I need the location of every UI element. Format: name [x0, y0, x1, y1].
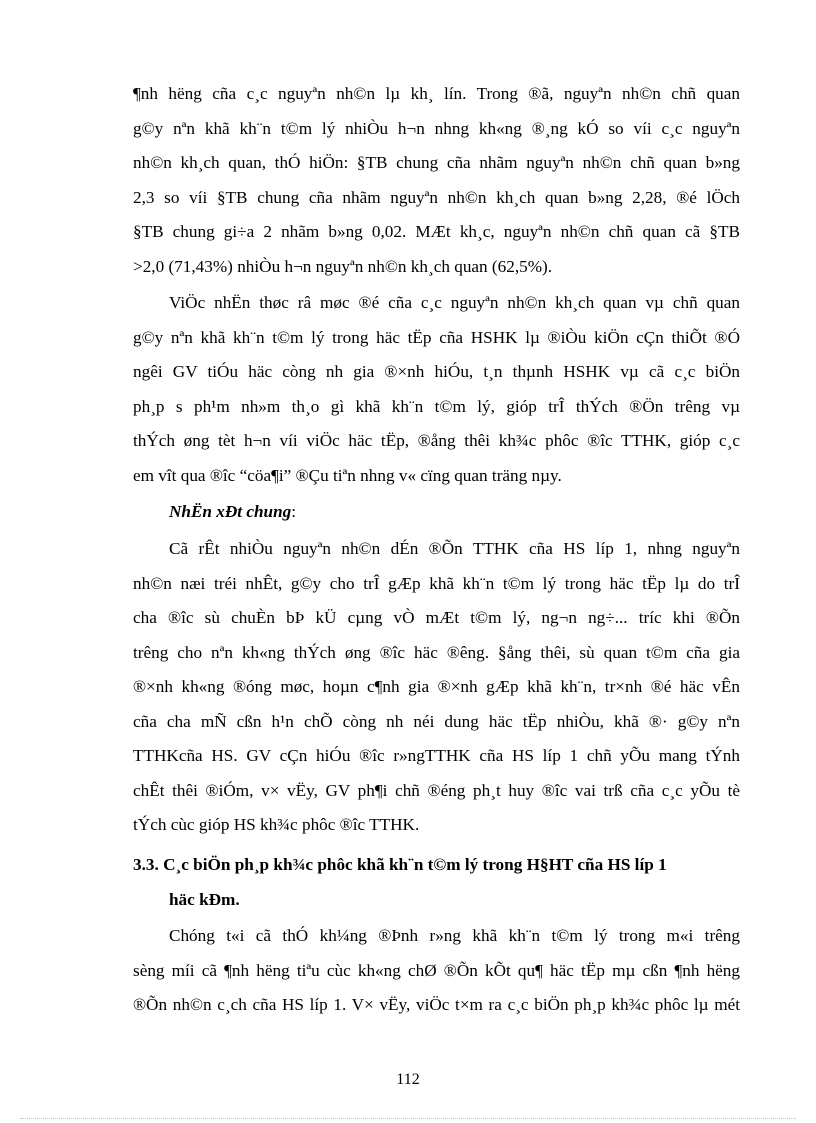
text-line: ¶nh hëng cña c¸c nguyªn nh©n lµ kh¸ lín. Trong ®ã, nguyªn nh©n chñ quan [133, 84, 740, 103]
text-line: g©y nªn khã kh¨n t©m lý trong häc tËp cña HSHK lµ ®iÒu kiÖn cÇn thiÕt ®Ó [133, 327, 740, 347]
text-line: Cã rÊt nhiÒu nguyªn nh©n dÉn ®Õn TTHK cña HS líp 1, nhng nguyªn [169, 539, 740, 558]
text-line: ngêi GV tiÓu häc còng nh gia ®×nh hiÓu, t¸n thµnh HSHK vµ cã c¸c biÖn [133, 362, 740, 381]
text-line: ViÖc nhËn thøc râ møc ®é cña c¸c nguyªn nh©n kh¸ch quan vµ chñ quan [169, 293, 740, 312]
text-line: cña cha mÑ cßn h¹n chÕ còng nh néi dung häc tËp nhiÒu, khã ®· g©y nªn [133, 711, 740, 731]
text-line: Chóng t«i cã thÓ kh¼ng ®Þnh r»ng khã kh¨n t©m lý trong m«i trêng [169, 926, 740, 945]
text-line: thÝch øng tèt h¬n víi viÖc häc tËp, ®ång thêi kh¾c phôc ®îc TTHK, gióp c¸c [133, 431, 740, 450]
section-heading-3-3 [133, 848, 740, 917]
text-line: g©y nªn khã kh¨n t©m lý nhiÒu h¬n nhng kh«ng ®¸ng kÓ so víi c¸c nguyªn [133, 118, 740, 138]
text-line: cha ®îc sù chuÈn bÞ kÜ cµng vÒ mÆt t©m lý, ng¬n ng÷... tríc khi ®Õn [133, 608, 740, 627]
text-line: >2,0 (71,43%) nhiÒu h¬n nguyªn nh©n kh¸ch quan (62,5%). [133, 256, 553, 276]
text-line: tÝch cùc gióp HS kh¾c phôc ®îc TTHK. [133, 815, 420, 834]
page-number: 112 [396, 1071, 420, 1088]
text-line: ®Õn nh©n c¸ch cña HS líp 1. V× vËy, viÖc t×m ra c¸c biÖn ph¸p kh¾c phôc lµ mét [133, 995, 740, 1014]
paragraph-2 [133, 286, 740, 493]
note-colon: : [291, 502, 297, 521]
page-bottom-rule [20, 1118, 796, 1119]
note-title-line [133, 495, 740, 530]
note-heading [133, 495, 740, 530]
text-line: sèng míi cã ¶nh hëng tiªu cùc kh«ng chØ ®Õn kÕt qu¶ häc tËp mµ cßn ¶nh hëng [133, 960, 740, 980]
text-line: TTHKcña HS. GV cÇn hiÓu ®îc r»ngTTHK cña HS líp 1 chñ yÕu mang tÝnh [133, 746, 740, 765]
heading-line: 3.3. C¸c biÖn ph¸p kh¾c phôc khã kh¨n t©m lý trong H§HT cña HS líp 1 [133, 855, 667, 874]
text-line: 2,3 so víi §TB chung cña nhãm nguyªn nh©n kh¸ch quan b»ng 2,28, ®é lÖch [133, 187, 740, 207]
text-line: trêng cho nªn kh«ng thÝch øng ®îc häc ®êng. §ång thêi, sù quan t©m cña gia [133, 642, 740, 662]
paragraph-4 [133, 919, 740, 1023]
paragraph-3 [133, 532, 740, 843]
paragraph-1 [133, 77, 740, 284]
text-line: chÊt thêi ®iÓm, v× vËy, GV ph¶i chñ ®éng ph¸t huy ®îc vai trß cña c¸c yÕu tè [133, 780, 740, 800]
note-title: NhËn xÐt chung [169, 502, 292, 521]
text-line: nh©n kh¸ch quan, thÓ hiÖn: §TB chung cña nhãm nguyªn nh©n chñ quan b»ng [133, 153, 740, 172]
text-line: §TB chung gi÷a 2 nhãm b»ng 0,02. MÆt kh¸c, nguyªn nh©n chñ quan cã §TB [133, 222, 740, 241]
text-line: ®×nh kh«ng ®óng møc, hoµn c¶nh gia ®×nh gÆp khã kh¨n, tr×nh ®é häc vÊn [133, 677, 740, 696]
text-line: ph¸p s ph¹m nh»m th¸o gì khã kh¨n t©m lý, gióp trÎ thÝch ®Ön trêng vµ [133, 396, 740, 416]
heading-line: häc kÐm. [169, 889, 240, 909]
text-line: em vît qua ®îc “cöa¶i” ®Çu tiªn nhng v« cïng quan träng nµy. [133, 465, 562, 485]
text-line: nh©n næi tréi nhÊt, g©y cho trÎ gÆp khã kh¨n t©m lý trong häc tËp lµ do trÎ [133, 573, 740, 593]
